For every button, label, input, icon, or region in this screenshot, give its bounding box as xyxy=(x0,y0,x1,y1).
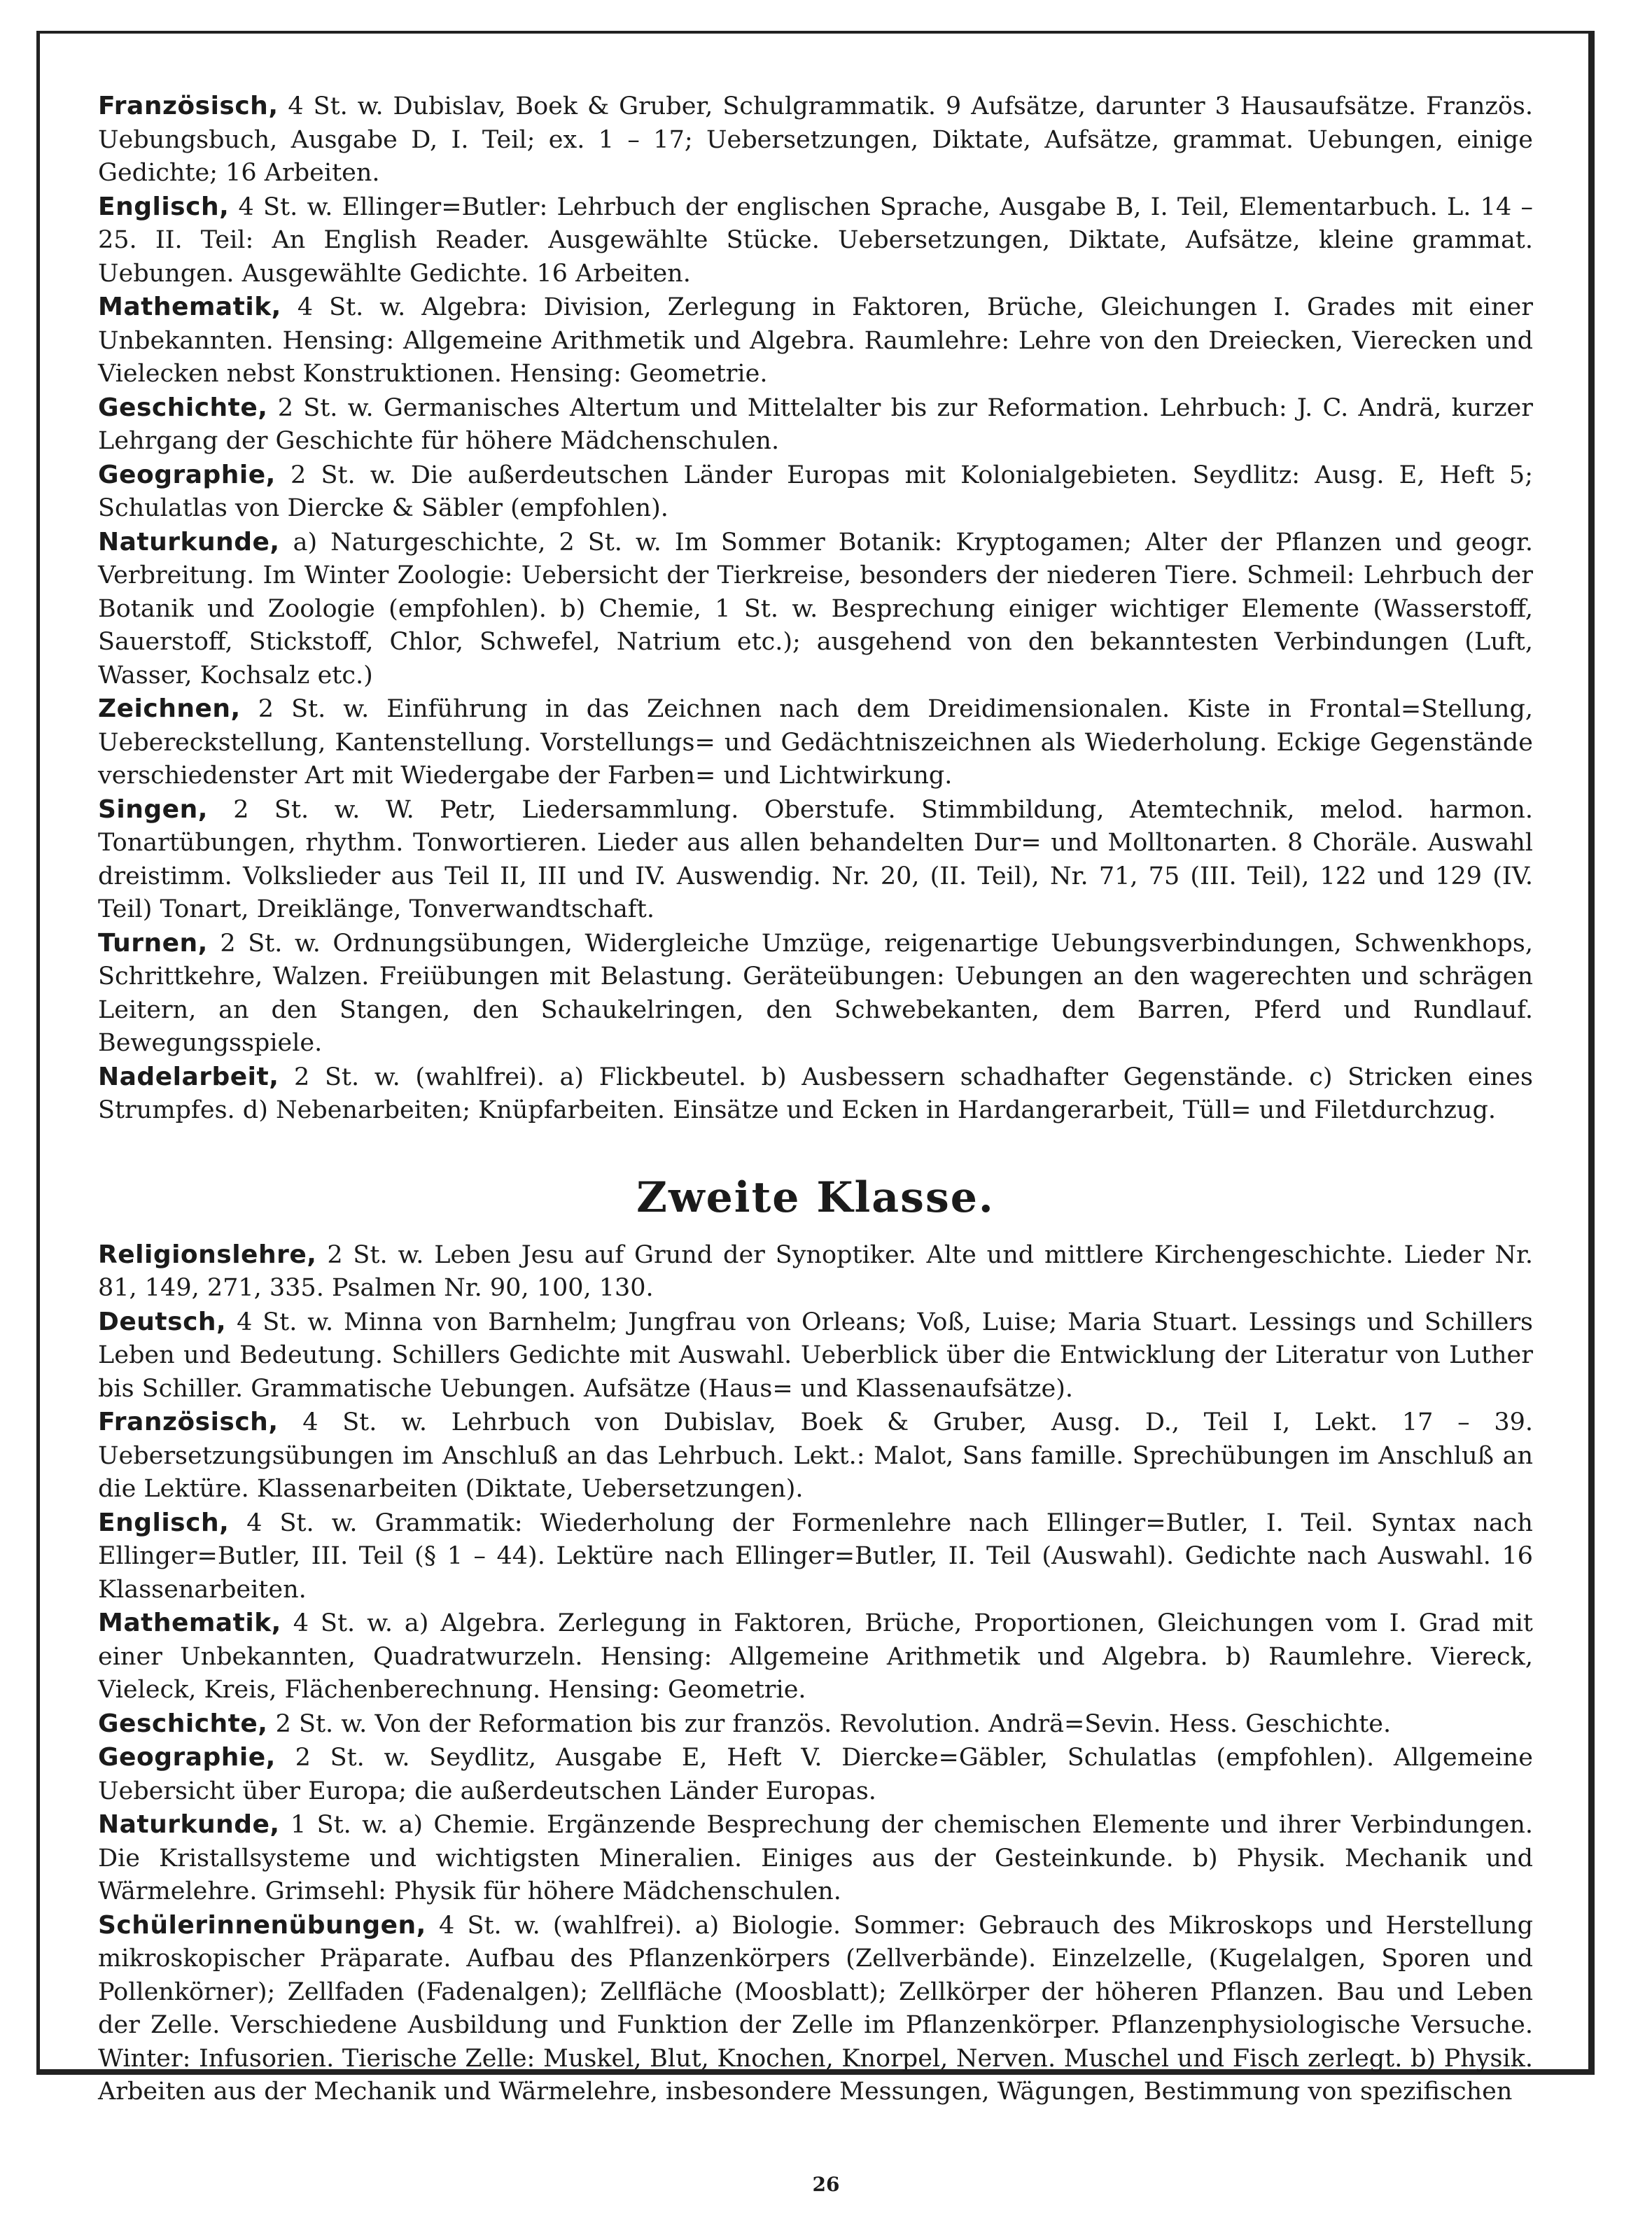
entry-naturkunde: Naturkunde, a) Naturgeschichte, 2 St. w. Im Sommer Botanik: Kryptogamen; Alter der Pflanzen und geogr. Verbreitung. Im Winter Zoologie: Uebersicht der Tierkreise, besonders der niederen Tiere. Schmeil: Lehrbuch der Botanik und Zoologie (empfohlen). b) Chemie, 1 St. w. Besprechung einiger wichtiger Elemente (Wasserstoff, Sauerstoff, Stickstoff, Chlor, Schwefel, Natrium etc.); ausgehend von den bekanntesten Verbindungen (Luft, Wasser, Kochsalz etc.) xyxy=(98,527,1533,690)
entry-geschichte: Geschichte, 2 St. w. Germanisches Altertum und Mittelalter bis zur Reformation. Lehrbuch: J. C. Andrä, kurzer Lehrgang der Geschichte für höhere Mädchenschulen. xyxy=(98,393,1533,455)
entry-singen: Singen, 2 St. w. W. Petr, Liedersammlung. Oberstufe. Stimmbildung, Atemtechnik, melod. harmon. Tonartübungen, rhythm. Tonwortieren. Lieder aus allen behandelten Dur= und Molltonarten. 8 Choräle. Auswahl dreistimm. Volkslieder aus Teil II, III und IV. Auswendig. Nr. 20, (II. Teil), Nr. 71, 75 (III. Teil), 122 und 129 (IV. Teil) Tonart, Dreiklänge, Tonverwandtschaft. xyxy=(98,794,1533,923)
section-heading: Zweite Klasse. xyxy=(636,1172,995,1222)
entry-deutsch: Deutsch, 4 St. w. Minna von Barnhelm; Jungfrau von Orleans; Voß, Luise; Maria Stuart. Lessings und Schillers Leben und Bedeutung. Schillers Gedichte mit Auswahl. Ueberblick über die Entwicklung der Literatur von Luther bis Schiller. Grammatische Uebungen. Aufsätze (Haus= und Klassenaufsätze). xyxy=(98,1307,1533,1403)
entry-englisch: Englisch, 4 St. w. Ellinger=Butler: Lehrbuch der englischen Sprache, Ausgabe B, I. Teil, Elementarbuch. L. 14 – 25. II. Teil: An English Reader. Ausgewählte Stücke. Uebersetzungen, Diktate, Aufsätze, kleine grammat. Uebungen. Ausgewählte Gedichte. 16 Arbeiten. xyxy=(98,192,1533,288)
entry-turnen: Turnen, 2 St. w. Ordnungsübungen, Widergleiche Umzüge, reigenartige Uebungsverbindungen, Schwenkhops, Schrittkehre, Walzen. Freiübungen mit Belastung. Geräteübungen: Uebungen an den wagerechten und schrägen Leitern, an den Stangen, den Schaukelringen, den Schwebekanten, dem Barren, Pferd und Rundlauf. Bewegungsspiele. xyxy=(98,928,1533,1057)
entry-naturkunde-2: Naturkunde, 1 St. w. a) Chemie. Ergänzende Besprechung der chemischen Elemente und ihrer Verbindungen. Die Kristallsysteme und wichtigsten Mineralien. Einiges aus der Gesteinkunde. b) Physik. Mechanik und Wärmelehre. Grimsehl: Physik für höhere Mädchenschulen. xyxy=(98,1810,1533,1905)
entry-geschichte-2: Geschichte, 2 St. w. Von der Reformation bis zur französ. Revolution. Andrä=Sevin. Hess. Geschichte. xyxy=(98,1709,1392,1738)
entry-englisch-2: Englisch, 4 St. w. Grammatik: Wiederholung der Formenlehre nach Ellinger=Butler, I. Teil. Syntax nach Ellinger=Butler, III. Teil (§ 1 – 44). Lektüre nach Ellinger=Butler, II. Teil (Auswahl). Gedichte nach Auswahl. 16 Klassenarbeiten. xyxy=(98,1508,1533,1604)
entry-geographie: Geographie, 2 St. w. Die außerdeutschen Länder Europas mit Kolonialgebieten. Seydlitz: Ausg. E, Heft 5; Schulatlas von Diercke & Säbler (empfohlen). xyxy=(98,460,1533,522)
entry-mathematik: Mathematik, 4 St. w. Algebra: Division, Zerlegung in Faktoren, Brüche, Gleichungen I. Grades mit einer Unbekannten. Hensing: Allgemeine Arithmetik und Algebra. Raumlehre: Lehre von den Dreiecken, Vierecken und Vielecken nebst Konstruktionen. Hensing: Geometrie. xyxy=(98,293,1533,388)
entry-nadelarbeit: Nadelarbeit, 2 St. w. (wahlfrei). a) Flickbeutel. b) Ausbessern schadhafter Gegenstände. c) Stricken eines Strumpfes. d) Nebenarbeiten; Knüpfarbeiten. Einsätze und Ecken in Hardangerarbeit, Tüll= und Filetdurchzug. xyxy=(98,1062,1533,1124)
entry-schuelerinnenuebungen: Schülerinnenübungen, 4 St. w. (wahlfrei). a) Biologie. Sommer: Gebrauch des Mikroskops und Herstellung mikroskopischer Präparate. Aufbau des Pflanzenkörpers (Zellverbände). Einzelzelle, (Kugelalgen, Sporen und Pollenkörner); Zellfaden (Fadenalgen); Zellfläche (Moosblatt); Zellkörper der höheren Pflanzen. Bau und Leben der Zelle. Verschiedene Ausbildung und Funktion der Zelle im Pflanzenkörper. Pflanzenphysiologische Versuche. Winter: Infusorien. Tierische Zelle: Muskel, Blut, Knochen, Knorpel, Nerven. Muschel und Fisch zerlegt. b) Physik. Arbeiten aus der Mechanik und Wärmelehre, insbesondere Messungen, Wägungen, Bestimmung von spezifischen xyxy=(98,1910,1533,2106)
document-body xyxy=(98,90,1533,2109)
entry-mathematik-2: Mathematik, 4 St. w. a) Algebra. Zerlegung in Faktoren, Brüche, Proportionen, Gleichungen vom I. Grad mit einer Unbekannten, Quadratwurzeln. Hensing: Allgemeine Arithmetik und Algebra. b) Raumlehre. Viereck, Vieleck, Kreis, Flächenberechnung. Hensing: Geometrie. xyxy=(98,1609,1533,1704)
entry-geographie-2: Geographie, 2 St. w. Seydlitz, Ausgabe E, Heft V. Diercke=Gäbler, Schulatlas (empfohlen). Allgemeine Uebersicht über Europa; die außerdeutschen Länder Europas. xyxy=(98,1743,1533,1805)
entry-franzoesisch: Französisch, 4 St. w. Dubislav, Boek & Gruber, Schulgrammatik. 9 Aufsätze, darunter 3 Hausaufsätze. Französ. Uebungsbuch, Ausgabe D, I. Teil; ex. 1 – 17; Uebersetzungen, Diktate, Aufsätze, grammat. Uebungen, einige Gedichte; 16 Arbeiten. xyxy=(98,92,1533,187)
section-second xyxy=(98,1238,1533,2109)
entry-franzoesisch-2: Französisch, 4 St. w. Lehrbuch von Dubislav, Boek & Gruber, Ausg. D., Teil I, Lekt. 17 – 39. Uebersetzungsübungen im Anschluß an das Lehrbuch. Lekt.: Malot, Sans famille. Sprechübungen im Anschluß an die Lektüre. Klassenarbeiten (Diktate, Uebersetzungen). xyxy=(98,1408,1533,1503)
page-number: 26 xyxy=(812,2173,840,2196)
section-first xyxy=(98,90,1533,1128)
entry-zeichnen: Zeichnen, 2 St. w. Einführung in das Zeichnen nach dem Dreidimensionalen. Kiste in Frontal=Stellung, Uebereckstellung, Kantenstellung. Vorstellungs= und Gedächtniszeichnen als Wiederholung. Eckige Gegenstände verschiedenster Art mit Wiedergabe der Farben= und Lichtwirkung. xyxy=(98,694,1533,790)
entry-religionslehre: Religionslehre, 2 St. w. Leben Jesu auf Grund der Synoptiker. Alte und mittlere Kirchengeschichte. Lieder Nr. 81, 149, 271, 335. Psalmen Nr. 90, 100, 130. xyxy=(98,1240,1533,1302)
